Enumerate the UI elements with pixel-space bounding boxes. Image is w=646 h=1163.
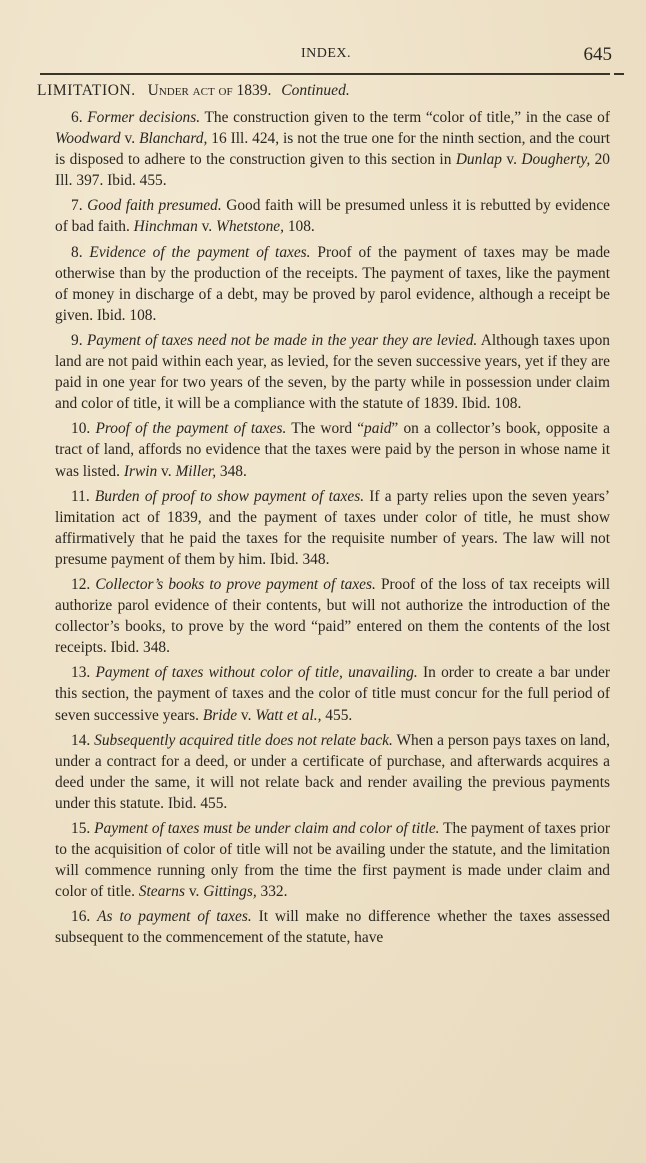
index-body [55,107,610,953]
case-name: Gittings, [203,883,257,901]
entry-number: 9. [71,331,83,349]
case-name: Whetstone, [216,218,284,236]
page-number: 645 [583,44,612,65]
entry-text: v. [502,151,522,169]
entry-topic: Former decisions. [87,109,201,126]
index-entry-9 [55,330,610,414]
entry-number: 7. [71,197,83,215]
index-entry-11 [55,486,610,570]
entry-text: The construction given to the term “color of title,” in the case of [204,109,610,126]
case-name: Dunlap [455,151,502,169]
entry-number: 10. [71,420,91,438]
index-entry-8 [55,242,610,326]
running-title: INDEX. [300,46,352,61]
header-rule [40,73,610,75]
case-name: Hinchman [133,218,198,236]
entry-number: 16. [71,908,91,926]
entry-text: v. [184,883,204,901]
entry-text: 108. [283,218,315,236]
entry-text: Proof of the payment of taxes may be made otherwise than by the production of the receipts. The payment of taxes, like the payment of money in discharge of a debt, may be proved by parol evidence, although a receipt be given. Ibid. 108. [55,243,610,324]
case-name: Bride [202,706,238,724]
entry-number: 12. [71,575,91,593]
section-subtitle: Under act of 1839. [147,82,272,99]
entry-text: 16 Ill. 424, is not the true one for the ninth section, and the court is disposed to adhere to the construction given to this section in [55,130,610,169]
case-name: Stearns [138,883,185,901]
index-entry-13 [55,662,610,725]
entry-text: v. [237,706,256,724]
entry-topic: Good faith presumed. [87,197,222,215]
quoted-word: paid [364,420,392,438]
continued-label: Continued. [281,82,350,99]
entry-text: 455. [321,706,353,724]
section-heading [37,82,350,100]
entry-number: 13. [71,664,91,682]
entry-text: Good faith will be presumed unless it is rebutted by evidence of bad faith. [55,197,610,236]
case-name: Watt et al., [255,706,322,724]
case-name: Irwin [123,462,158,480]
entry-number: 6. [71,109,83,126]
entry-topic: Proof of the payment of taxes. [95,420,287,438]
index-entry-6 [55,107,610,191]
entry-text: Although taxes upon land are not paid within each year, as levied, for the seven successive years, yet if they are paid in one year for two years of the seven, by the party while in possession under claim and color of title, it will be a compliance with the statute of 1839. Ibid. 108. [55,331,610,413]
entry-number: 8. [71,243,83,261]
running-head [40,44,612,68]
index-entry-16 [55,906,610,948]
entry-topic: Evidence of the payment of taxes. [89,243,311,261]
entry-text: 348. [216,462,247,480]
index-entry-12 [55,574,610,658]
entry-text: When a person pays taxes on land, under a contract for a deed, or under a certificate of purchase, and afterwards acquires a deed under the same, it will not relate back and render availing the previous payments under this statute. Ibid. 455. [55,731,610,812]
entry-topic: As to payment of taxes. [97,908,252,926]
entry-text: v. [120,130,140,148]
entry-text: The word “ [291,420,365,438]
index-entry-15 [55,818,610,902]
entry-number: 11. [71,487,90,505]
entry-text: If a party relies upon the seven years’ limitation act of 1839, and the payment of taxes under color of title, he must show affirmatively that he paid the taxes for the requisite number of years. The law will not presume payment of them by him. Ibid. 348. [55,487,610,568]
entry-text: 20 Ill. 397. Ibid. 455. [55,151,610,190]
section-title: LIMITATION. [37,82,136,99]
entry-text: It will make no difference whether the taxes assessed subsequent to the commencement of the statute, have [55,908,610,947]
entry-topic: Collector’s books to prove payment of taxes. [95,575,376,593]
case-name: Miller, [175,462,217,480]
entry-text: v. [157,462,176,480]
entry-text: The payment of taxes prior to the acquisition of color of title will not be availing under the statute, and the limitation will commence running only from the time the first payment is made under claim and color of title. [55,820,610,901]
entry-topic: Payment of taxes must be under claim and color of title. [94,820,440,837]
entry-text: v. [197,218,217,236]
entry-topic: Burden of proof to show payment of taxes. [94,487,365,505]
index-entry-10 [55,418,610,481]
index-entry-14 [55,730,610,814]
entry-text: ” on a collector’s book, opposite a tract of land, affords no evidence that the taxes were paid by the person in whose name it was listed. [55,420,610,480]
case-name: Dougherty, [521,151,591,169]
entry-topic: Payment of taxes need not be made in the year they are levied. [86,331,478,349]
case-name: Woodward [55,130,121,148]
entry-text: 332. [256,883,288,901]
entry-topic: Subsequently acquired title does not relate back. [94,731,393,749]
case-name: Blanchard, [139,130,208,148]
entry-number: 15. [71,820,91,837]
entry-topic: Payment of taxes without color of title, unavailing. [95,664,418,682]
entry-number: 14. [71,731,91,749]
index-entry-7 [55,195,610,237]
entry-text: In order to create a bar under this section, the payment of taxes and the color of title must concur for the full period of seven successive years. [55,664,610,724]
entry-text: Proof of the loss of tax receipts will authorize parol evidence of their contents, but will not authorize the introduction of the collector’s books, to prove by the word “paid” entered on them the contents of the lost receipts. Ibid. 348. [55,575,610,657]
